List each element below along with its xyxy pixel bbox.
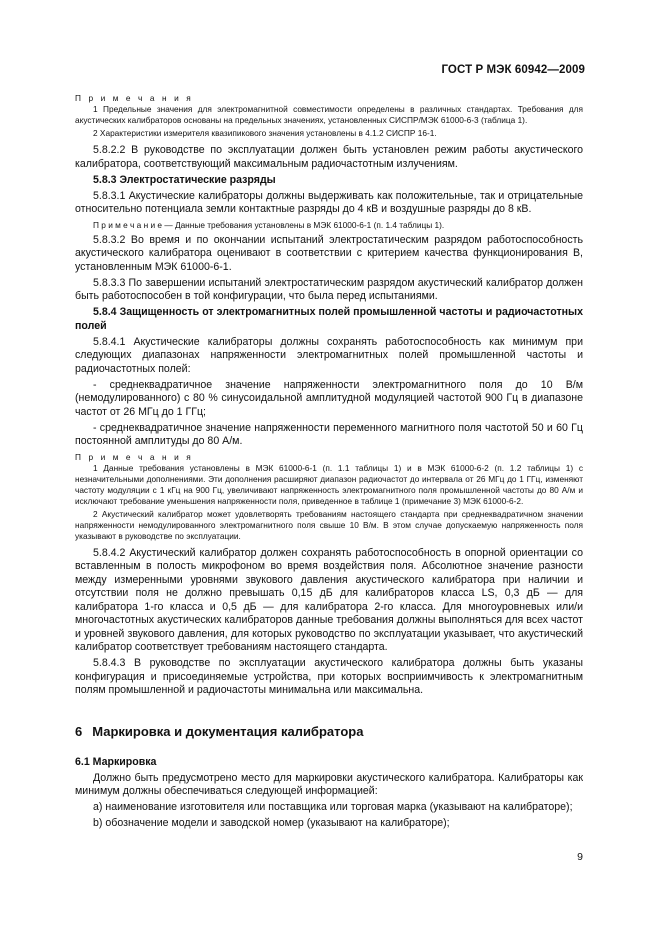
heading-5-8-4: 5.8.4 Защищенность от электромагнитных полей промышленной частоты и радиочастотных полей <box>75 306 583 332</box>
section-6-heading <box>75 724 583 739</box>
paragraph-5-8-3-3: 5.8.3.3 По завершении испытаний электростатическим разрядом акустический калибратор должен быть работоспособен в той конфигурации, что была перед испытаниями. <box>75 276 583 302</box>
note-single: П р и м е ч а н и е — Данные требования установлены в МЭК 61000-6-1 (п. 1.4 таблицы 1). <box>93 219 445 230</box>
dash-item: - среднеквадратичное значение напряженности электромагнитного поля до 10 В/м (немодулированного) с 80 % синусоидальной амплитудной модуляцией частотой 900 Гц в диапазоне частот от 26 МГц до 1 ГГц; <box>75 378 583 418</box>
paragraph-5-8-4-1: 5.8.4.1 Акустические калибраторы должны сохранять работоспособность как минимум при следующих диапазонах напряженности электромагнитных полей промышленной частоты и радиочастотных полей: <box>75 335 583 375</box>
dash-item: - среднеквадратичное значение напряженности переменного магнитного поля частотой 50 и 60 Гц постоянной амплитуды до 80 А/м. <box>75 421 583 447</box>
paragraph-5-8-4-2: 5.8.4.2 Акустический калибратор должен сохранять работоспособность в опорной ориентации со вставленным в полость микрофоном во время воздействия поля. Абсолютное значение разности между измеренными уровнями звукового давления акустического калибратора при наличии и отсутствии поля не должно превышать 0,15 дБ для калибраторов класса LS, 0,3 дБ — для калибратора 1-го класса и 0,5 дБ — для калибратора 2-го класса. Для многоуровневых или/и многочастотных акустических калибраторов данные требования должны выполняться для всех частот и уровней звукового давления, для которых руководство по эксплуатации указывает, что акустический калибратор соответствует требованиям настоящего стандарта. <box>75 546 583 653</box>
section-number: 6 <box>75 723 83 739</box>
document-code-header: ГОСТ Р МЭК 60942—2009 <box>441 64 585 76</box>
note-item: 1 Предельные значения для электромагнитной совместимости определены в различных стандартах. Требования для акустических калибраторов основаны на предельных значениях, установленных СИСПР/МЭК 61000-6-3 (таблица 1). <box>75 104 583 125</box>
paragraph-6-1: Должно быть предусмотрено место для маркировки акустического калибратора. Калибраторы как минимум должны обеспечиваться следующей информацией: <box>75 771 583 797</box>
paragraph-5-8-3-1: 5.8.3.1 Акустические калибраторы должны выдерживать как положительные, так и отрицательные относительно потенциала земли контактные разряды до 4 кВ и воздушные разряды до 8 кВ. <box>75 189 583 215</box>
section-title: Маркировка и документация калибратора <box>92 723 364 739</box>
paragraph-5-8-4-3: 5.8.4.3 В руководстве по эксплуатации акустического калибратора должны быть указаны конфигурация и присоединяемые устройства, при которых восприимчивость к электромагнитным полям промышленной и радиочастоты минимальна или максимальна. <box>75 657 583 696</box>
paragraph-5-8-3-2: 5.8.3.2 Во время и по окончании испытаний электростатическим разрядом работоспособность акустического калибратора оценивают в соответствии с критерием качества функционирования В, установленным МЭК 61000-6-1. <box>75 233 583 273</box>
paragraph-5-8-2-2: 5.8.2.2 В руководстве по эксплуатации должен быть установлен режим работы акустического калибратора, соответствующий максимальным радиочастотным излучениям. <box>75 144 583 170</box>
list-item-a: a) наименование изготовителя или поставщика или торговая марка (указывают на калибраторе); <box>93 801 573 813</box>
note-item: 2 Акустический калибратор может удовлетворять требованиям настоящего стандарта при среднеквадратичном значении напряженности немодулированного электромагнитного поля свыше 10 В/м. В этом случае допускаемую напряженность поля указывают в руководстве по эксплуатации. <box>75 508 583 541</box>
list-item-b: b) обозначение модели и заводской номер (указывают на калибраторе); <box>93 817 450 829</box>
page-content <box>75 93 583 833</box>
heading-6-1: 6.1 Маркировка <box>75 755 157 768</box>
page-number: 9 <box>577 851 583 863</box>
heading-5-8-3: 5.8.3 Электростатические разряды <box>93 173 276 186</box>
note-item: 1 Данные требования установлены в МЭК 61000-6-1 (п. 1.1 таблицы 1) и в МЭК 61000-6-2 (п. 1.2 таблицы 1) с незначительными дополнениями. Эти дополнения расширяют диапазон радиочастот до интервала от 26 МГц до 1 ГГц, изменяют частоту модуляции с 1 кГц на 900 Гц, увеличивают напряженность электромагнитного поля промышленной частоты до 80 А/м и исключают требование уменьшения напряженности поля, приведенное в таблице 1 (примечание 3) МЭК 61000-6-2. <box>75 462 583 506</box>
notes-heading: П р и м е ч а н и я <box>75 451 194 462</box>
notes-heading: П р и м е ч а н и я <box>75 93 194 103</box>
note-item: 2 Характеристики измерителя квазипикового значения установлены в 4.1.2 СИСПР 16-1. <box>93 128 437 138</box>
